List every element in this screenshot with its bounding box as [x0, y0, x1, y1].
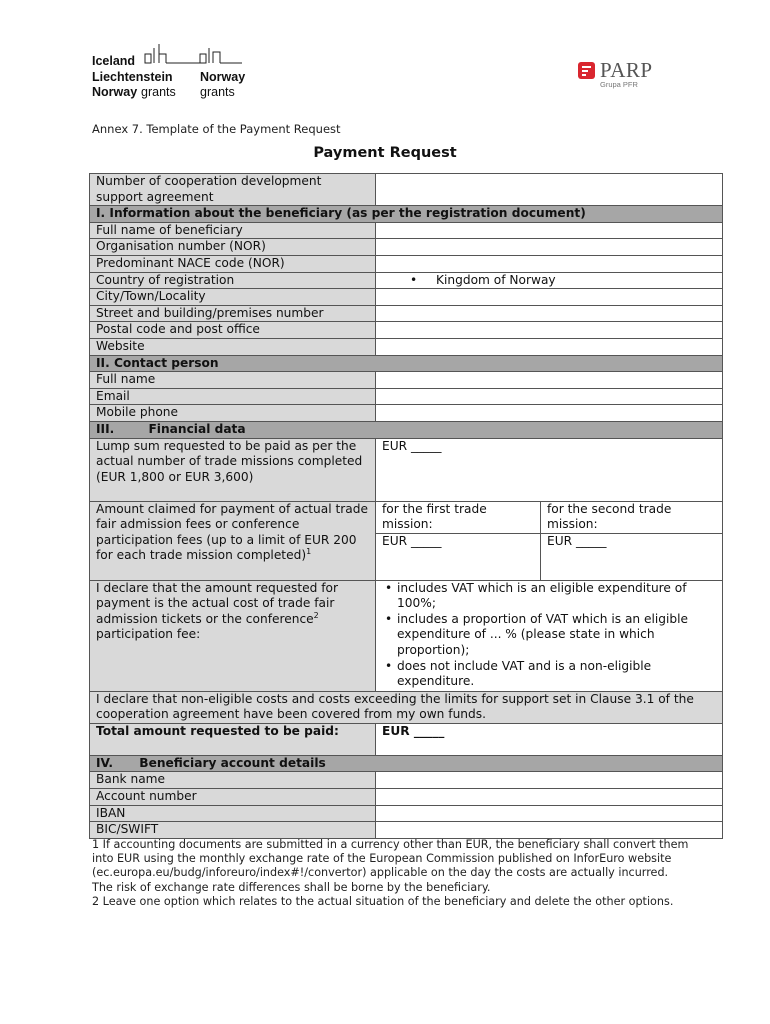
contact-email-field[interactable]	[376, 388, 723, 405]
iban-field[interactable]	[376, 805, 723, 822]
logo-norway-2: Norway	[92, 85, 138, 99]
nace-code-field[interactable]	[376, 255, 723, 272]
bank-name-label: Bank name	[90, 772, 376, 789]
declaration-cost-label	[90, 580, 376, 691]
organisation-number-field[interactable]	[376, 239, 723, 256]
amount-claimed-text: Amount claimed for payment of actual trade fair admission fees or conference participation fees (up to a limit of EUR 200 for each trade mission completed)	[96, 501, 368, 563]
total-amount-label: Total amount requested to be paid:	[90, 723, 376, 755]
section-financial-number: III.	[96, 421, 115, 436]
section-contact-person: II. Contact person	[90, 355, 723, 372]
bank-name-field[interactable]	[376, 772, 723, 789]
total-amount-field[interactable]	[376, 723, 723, 755]
city-label: City/Town/Locality	[90, 289, 376, 306]
logo-norway: Norway	[200, 70, 246, 84]
street-field[interactable]	[376, 305, 723, 322]
country-value: Kingdom of Norway	[436, 272, 556, 287]
footnote-1: 1 If accounting documents are submitted in a currency other than EUR, the beneficiary shall convert them into EUR using the monthly exchange rate of the European Commission published on InforEuro website (ec.europa.eu/budg/inforeuro/index#!/convertor) applicable on the day the costs are actually incurred. The risk of exchange rate differences shall be borne by the beneficiary.	[92, 838, 689, 894]
website-label: Website	[90, 338, 376, 355]
section-financial-title: Financial data	[148, 421, 246, 436]
agreement-number-field[interactable]	[376, 174, 723, 206]
parp-name: PARP	[600, 58, 653, 82]
logo-grants-2: grants	[200, 85, 235, 99]
annex-label: Annex 7. Template of the Payment Request	[92, 122, 341, 136]
logo-liechtenstein: Liechtenstein	[92, 70, 173, 84]
parp-logo	[578, 59, 678, 93]
agreement-number-label: Number of cooperation development support agreement	[90, 174, 376, 206]
vat-options	[376, 580, 723, 691]
logo-grants: grants	[141, 85, 176, 99]
declaration-cost-text: I declare that the amount requested for payment is the actual cost of trade fair admission tickets or the conference	[96, 580, 338, 626]
total-amount-value: EUR _____	[382, 723, 445, 738]
footnote-ref-1: 1	[306, 547, 312, 557]
first-mission-field[interactable]	[376, 533, 541, 580]
lump-sum-value: EUR _____	[382, 438, 442, 453]
payment-request-table	[89, 173, 723, 839]
account-number-field[interactable]	[376, 789, 723, 806]
second-mission-value: EUR _____	[547, 533, 607, 548]
section-account-number: IV.	[96, 755, 114, 770]
website-field[interactable]	[376, 338, 723, 355]
footnotes	[92, 838, 692, 909]
account-number-label: Account number	[90, 789, 376, 806]
iban-label: IBAN	[90, 805, 376, 822]
first-mission-header: for the first trade mission:	[376, 501, 541, 533]
postal-code-field[interactable]	[376, 322, 723, 339]
section-financial-data	[90, 421, 723, 438]
vat-option-none[interactable]: • does not include VAT and is a non-eligible expenditure.	[382, 659, 716, 690]
organisation-number-label: Organisation number (NOR)	[90, 239, 376, 256]
declaration-non-eligible-costs: I declare that non-eligible costs and costs exceeding the limits for support set in Clause 3.1 of the cooperation agreement have been covered from my own funds.	[90, 691, 723, 723]
vat-option-proportion[interactable]: • includes a proportion of VAT which is an eligible expenditure of ... % (please state in which proportion);	[382, 612, 716, 659]
lump-sum-field[interactable]	[376, 438, 723, 501]
footnote-2: 2 Leave one option which relates to the actual situation of the beneficiary and delete the other options.	[92, 894, 674, 908]
full-name-beneficiary-field[interactable]	[376, 222, 723, 239]
nace-code-label: Predominant NACE code (NOR)	[90, 255, 376, 272]
bic-swift-label: BIC/SWIFT	[90, 822, 376, 839]
page-title: Payment Request	[313, 145, 457, 161]
logo-iceland: Iceland	[92, 54, 136, 68]
lump-sum-label: Lump sum requested to be paid as per the actual number of trade missions completed (EUR 1,800 or EUR 3,600)	[90, 438, 376, 501]
first-mission-value: EUR _____	[382, 533, 442, 548]
parp-subtitle: Grupa PFR	[600, 80, 638, 89]
eea-norway-grants-logo	[92, 44, 262, 104]
second-mission-field[interactable]	[541, 533, 723, 580]
second-mission-header: for the second trade mission:	[541, 501, 723, 533]
section-beneficiary-info: I. Information about the beneficiary (as per the registration document)	[90, 206, 723, 223]
vat-option-full[interactable]: • includes VAT which is an eligible expenditure of 100%;	[382, 581, 716, 612]
street-label: Street and building/premises number	[90, 305, 376, 322]
contact-mobile-field[interactable]	[376, 405, 723, 422]
bic-swift-field[interactable]	[376, 822, 723, 839]
full-name-beneficiary-label: Full name of beneficiary	[90, 222, 376, 239]
postal-code-label: Postal code and post office	[90, 322, 376, 339]
section-account-details	[90, 755, 723, 772]
contact-full-name-label: Full name	[90, 372, 376, 389]
amount-claimed-label	[90, 501, 376, 580]
contact-email-label: Email	[90, 388, 376, 405]
parp-mark-icon	[578, 62, 595, 79]
city-field[interactable]	[376, 289, 723, 306]
footnote-ref-2: 2	[313, 610, 319, 620]
declaration-cost-text-end: participation fee:	[96, 627, 201, 642]
contact-mobile-label: Mobile phone	[90, 405, 376, 422]
contact-full-name-field[interactable]	[376, 372, 723, 389]
section-account-title: Beneficiary account details	[139, 755, 326, 770]
country-registration-field[interactable]	[376, 272, 723, 289]
country-registration-label: Country of registration	[90, 272, 376, 289]
